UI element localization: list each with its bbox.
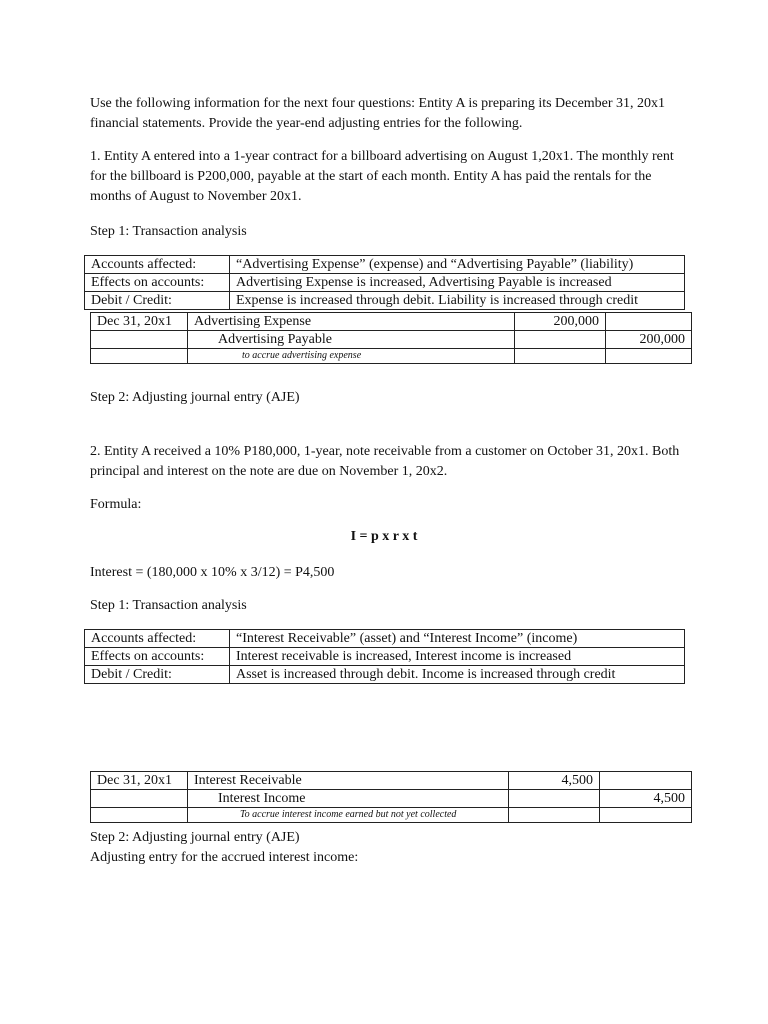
- credit-amount-empty: [600, 772, 692, 790]
- journal-memo: to accrue advertising expense: [188, 349, 515, 364]
- table-row: [91, 313, 692, 331]
- journal-date: Dec 31, 20x1: [91, 313, 188, 331]
- analysis-label: Debit / Credit:: [85, 292, 230, 310]
- debit-amount-empty: [515, 331, 606, 349]
- analysis-label: Effects on accounts:: [85, 648, 230, 666]
- question-2-text: 2. Entity A received a 10% P180,000, 1-year, note receivable from a customer on October 31, 20x1. Both principal and interest on the note are due on November 1, 20x2.: [90, 444, 680, 479]
- table-row: [91, 349, 692, 364]
- interest-formula: I = p x r x t: [350, 529, 418, 544]
- debit-amount-empty: [515, 349, 606, 364]
- analysis-value: Asset is increased through debit. Income is increased through credit: [230, 666, 685, 684]
- analysis-value: “Advertising Expense” (expense) and “Advertising Payable” (liability): [230, 256, 685, 274]
- journal-memo: To accrue interest income earned but not yet collected: [188, 808, 509, 823]
- credit-amount-empty: [606, 313, 692, 331]
- debit-amount-empty: [509, 790, 600, 808]
- q1-journal-table: [90, 312, 692, 364]
- q2-step2-heading: Step 2: Adjusting journal entry (AJE): [90, 830, 300, 845]
- q2-journal-table: [90, 771, 692, 823]
- q2-analysis-table: [84, 629, 685, 684]
- table-row: [85, 292, 685, 310]
- q1-step1-heading: Step 1: Transaction analysis: [90, 224, 247, 239]
- journal-date-empty: [91, 349, 188, 364]
- analysis-value: “Interest Receivable” (asset) and “Interest Income” (income): [230, 630, 685, 648]
- debit-amount: 200,000: [515, 313, 606, 331]
- analysis-label: Accounts affected:: [85, 630, 230, 648]
- debit-amount: 4,500: [509, 772, 600, 790]
- analysis-value: Advertising Expense is increased, Advertising Payable is increased: [230, 274, 685, 292]
- analysis-label: Effects on accounts:: [85, 274, 230, 292]
- closing-text: Adjusting entry for the accrued interest income:: [90, 850, 359, 865]
- table-row: [85, 666, 685, 684]
- journal-date-empty: [91, 331, 188, 349]
- table-row: [91, 808, 692, 823]
- journal-date-empty: [91, 808, 188, 823]
- table-row: [91, 772, 692, 790]
- credit-amount-empty: [606, 349, 692, 364]
- credit-account: Interest Income: [188, 790, 509, 808]
- analysis-value: Interest receivable is increased, Interest income is increased: [230, 648, 685, 666]
- table-row: [85, 274, 685, 292]
- analysis-value: Expense is increased through debit. Liability is increased through credit: [230, 292, 685, 310]
- table-row: [85, 648, 685, 666]
- table-row: [91, 790, 692, 808]
- debit-account: Interest Receivable: [188, 772, 509, 790]
- formula-label: Formula:: [90, 497, 142, 512]
- credit-account: Advertising Payable: [188, 331, 515, 349]
- journal-date: Dec 31, 20x1: [91, 772, 188, 790]
- credit-amount: 200,000: [606, 331, 692, 349]
- q1-analysis-table: [84, 255, 685, 310]
- analysis-label: Debit / Credit:: [85, 666, 230, 684]
- q1-step2-heading: Step 2: Adjusting journal entry (AJE): [90, 390, 300, 405]
- table-row: [85, 256, 685, 274]
- debit-amount-empty: [509, 808, 600, 823]
- table-row: [91, 331, 692, 349]
- credit-amount-empty: [600, 808, 692, 823]
- q2-step1-heading: Step 1: Transaction analysis: [90, 598, 247, 613]
- analysis-label: Accounts affected:: [85, 256, 230, 274]
- interest-calculation: Interest = (180,000 x 10% x 3/12) = P4,500: [90, 565, 335, 580]
- question-1-text: 1. Entity A entered into a 1-year contract for a billboard advertising on August 1,20x1. The monthly rent for the billboard is P200,000, payable at the start of each month. Entity A has paid the rentals for the months of August to November 20x1.: [90, 149, 674, 204]
- credit-amount: 4,500: [600, 790, 692, 808]
- intro-paragraph: Use the following information for the next four questions: Entity A is preparing its December 31, 20x1 financial statements. Provide the year-end adjusting entries for the following.: [90, 96, 666, 131]
- table-row: [85, 630, 685, 648]
- journal-date-empty: [91, 790, 188, 808]
- debit-account: Advertising Expense: [188, 313, 515, 331]
